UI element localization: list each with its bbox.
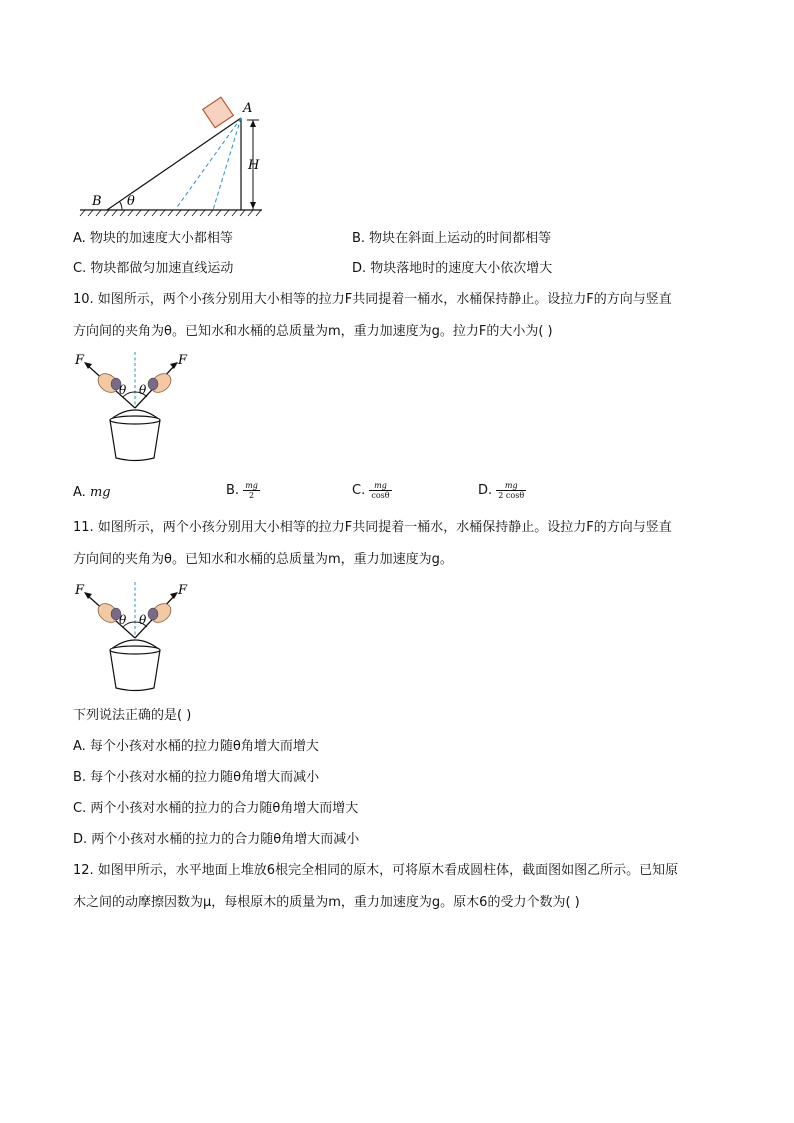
q11-bucket-figure: [72, 580, 192, 695]
q9-option-c[interactable]: C. 物块都做匀加速直线运动: [73, 261, 234, 276]
force-label-left: F: [75, 353, 85, 368]
q10-stem-line1: 10. 如图所示，两个小孩分别用大小相等的拉力F共同提着一桶水，水桶保持静止。设拉力F的方向与竖直: [73, 292, 672, 307]
q9-option-d[interactable]: D. 物块落地时的速度大小依次增大: [352, 261, 553, 276]
q11-option-d[interactable]: D. 两个小孩对水桶的拉力的合力随θ角增大而减小: [73, 832, 360, 847]
incline-figure: [75, 96, 275, 221]
q10-bucket-figure: [72, 350, 192, 465]
q10-option-d-numerator: mg: [496, 481, 526, 491]
q10-stem-line2: 方向间的夹角为θ。已知水和水桶的总质量为m，重力加速度为g。拉力F的大小为( ): [73, 324, 553, 339]
bucket: [110, 646, 160, 691]
q10-option-d-prefix: D.: [478, 483, 493, 498]
label-A: A: [243, 101, 253, 116]
q11-option-c[interactable]: C. 两个小孩对水桶的拉力的合力随θ角增大而增大: [73, 801, 359, 816]
bucket: [110, 416, 160, 461]
q11-option-a[interactable]: A. 每个小孩对水桶的拉力随θ角增大而增大: [73, 739, 319, 754]
q11-question-stem: 下列说法正确的是( ): [73, 708, 192, 723]
q10-option-b-numerator: mg: [245, 481, 258, 490]
q10-option-b-prefix: B.: [226, 483, 240, 498]
q10-option-d[interactable]: [478, 481, 526, 500]
q10-option-a-prefix: A.: [73, 485, 86, 500]
angle-label-right: θ: [139, 383, 147, 397]
label-theta: θ: [127, 194, 135, 209]
q9-option-a[interactable]: A. 物块的加速度大小都相等: [73, 231, 233, 246]
q11-option-b[interactable]: B. 每个小孩对水桶的拉力随θ角增大而减小: [73, 770, 320, 785]
q10-option-d-denominator: 2 cosθ: [498, 491, 525, 500]
q12-stem-line1: 12. 如图甲所示，水平地面上堆放6根完全相同的原木，可将原木看成圆柱体，截面图如图乙所示。已知原: [73, 863, 679, 878]
label-B: B: [92, 194, 102, 209]
angle-label-right: θ: [139, 613, 147, 627]
block: [203, 97, 234, 128]
label-H: H: [248, 158, 260, 173]
q10-option-c-denominator: cosθ: [371, 491, 390, 500]
force-label-left: F: [75, 583, 85, 598]
angle-label-left: θ: [119, 613, 127, 627]
q11-stem-line2: 方向间的夹角为θ。已知水和水桶的总质量为m，重力加速度为g。: [73, 552, 453, 567]
q9-option-b[interactable]: B. 物块在斜面上运动的时间都相等: [352, 231, 552, 246]
q11-stem-line1: 11. 如图所示，两个小孩分别用大小相等的拉力F共同提着一桶水，水桶保持静止。设拉力F的方向与竖直: [73, 520, 672, 535]
q10-option-c-numerator: mg: [369, 481, 391, 491]
q10-option-a-expr: mg: [89, 485, 111, 500]
q12-stem-line2: 木之间的动摩擦因数为μ，每根原木的质量为m，重力加速度为g。原木6的受力个数为( ): [73, 895, 580, 910]
force-label-right: F: [178, 583, 188, 598]
force-label-right: F: [178, 353, 188, 368]
q10-option-b-denominator: 2: [249, 491, 255, 500]
q10-option-a[interactable]: [73, 484, 111, 502]
q10-option-b[interactable]: [226, 481, 260, 500]
q10-option-c-prefix: C.: [352, 483, 366, 498]
angle-label-left: θ: [119, 383, 127, 397]
q10-option-c[interactable]: [352, 481, 392, 500]
